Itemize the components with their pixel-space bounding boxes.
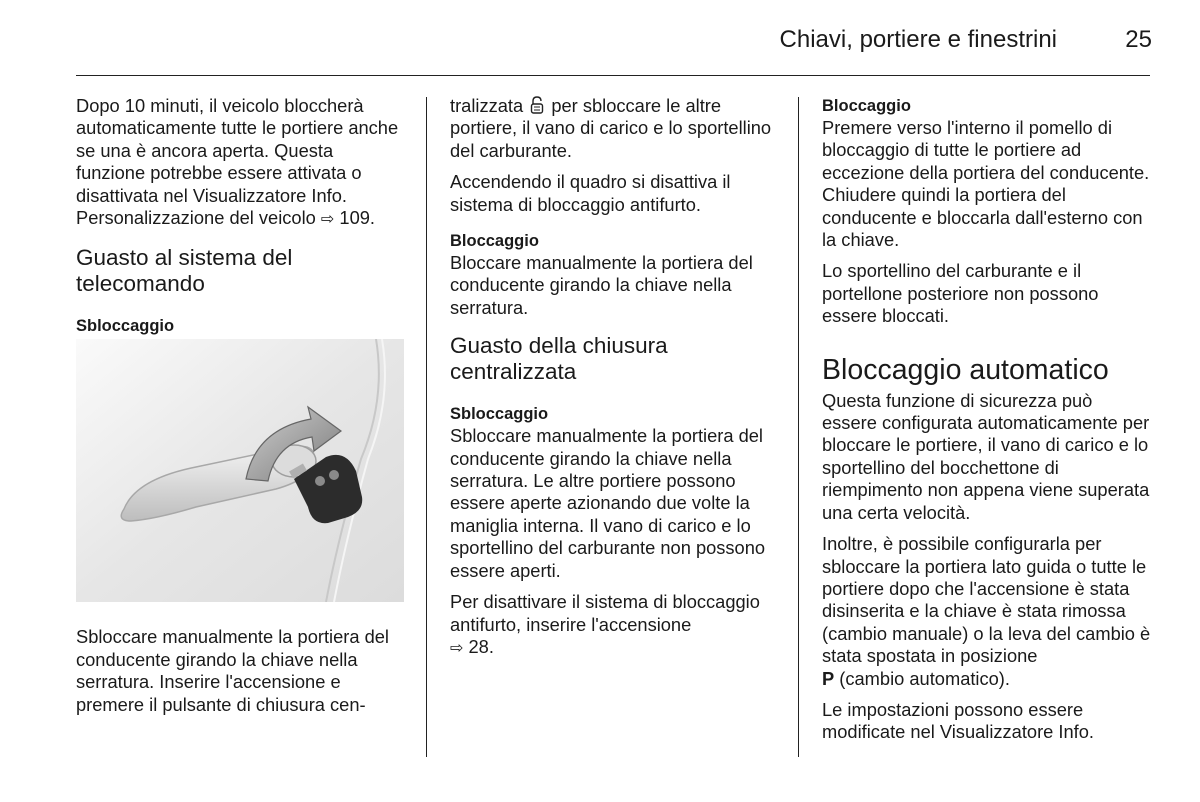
paragraph-text: (cambio automatico). xyxy=(834,667,1010,689)
paragraph-auto-lock-speed: Questa funzione di sicurezza può essere configurata automaticamente per bloccare le portiere, il vano di carico e lo sportellino del bocchettone di riempimento non appena viene superata una certa velocità. xyxy=(822,389,1150,523)
subheading-locking: Bloccaggio xyxy=(450,232,539,251)
paragraph-settings-info: Le impostazioni possono essere modificate nel Visualizzatore Info. xyxy=(822,698,1094,743)
paragraph-text: tralizzata xyxy=(450,95,524,116)
paragraph-text: Per disattivare il sistema di bloccaggio antifurto, inserire l'accensione xyxy=(450,591,760,635)
paragraph-fuel-tailgate: Lo sportellino del carburante e il portellone posteriore non possono essere bloccati. xyxy=(822,260,1099,327)
heading-auto-lock: Bloccaggio automatico xyxy=(822,353,1109,386)
subheading-locking-3: Bloccaggio xyxy=(822,97,911,115)
paragraph-ignition-deactivate: Accendendo il quadro si disattiva il sistema di bloccaggio antifurto. xyxy=(450,171,731,215)
paragraph-manual-unlock-2: Sbloccare manualmente la portiera del conducente girando la chiave nella serratura. Le altre portiere possono essere aperte azionando due volte la maniglia interna. Il vano di carico e lo sportellino del carburante non possono essere aperti. xyxy=(450,425,766,581)
heading-remote-fault: Guasto al sistema del telecomando xyxy=(76,245,293,297)
paragraph-auto-unlock xyxy=(822,533,1152,690)
column-divider-1 xyxy=(426,97,427,757)
heading-central-lock-fault: Guasto della chiusura centralizzata xyxy=(450,333,668,385)
central-lock-icon xyxy=(530,96,544,114)
header-rule xyxy=(76,75,1150,76)
paragraph-text: per sbloccare le altre portiere, il vano di carico e lo sportellino del carburante. xyxy=(450,95,772,161)
paragraph-text: Dopo 10 minuti, il veicolo bloccherà automaticamente tutte le portiere anche se una è ancora aperta. Questa funzione potrebbe essere attivata o disattivata nel Visualizzatore Info. Personalizzazione del veicolo xyxy=(76,95,399,229)
arrow-ref-icon: ⇨ xyxy=(320,211,335,229)
subheading-unlocking: Sbloccaggio xyxy=(76,317,175,336)
paragraph-auto-lock-timer xyxy=(76,95,406,231)
column-2 xyxy=(450,95,780,669)
paragraph-lock-knobs: Premere verso l'interno il pomello di bloccaggio di tutte le portiere ad eccezione della portiera del conducente. Chiudere quindi la portiera del conducente e bloccarla dall'esterno con la chiave. xyxy=(822,117,1150,251)
arrow-ref-icon: ⇨ xyxy=(450,639,464,657)
paragraph-disable-antitheft xyxy=(450,591,780,660)
subheading-unlocking-2: Sbloccaggio xyxy=(450,405,549,424)
column-3 xyxy=(822,95,1152,753)
column-1 xyxy=(76,95,406,725)
paragraph-central-lock-unlock xyxy=(450,95,780,162)
page-reference: 109. xyxy=(334,207,375,229)
gear-position-p: P xyxy=(822,667,835,689)
header-title: Chiavi, portiere e finestrini xyxy=(779,26,1057,53)
paragraph-text: Inoltre, è possibile configurarla per sbloccare la portiera lato guida o tutte le portiere dopo che l'accensione è stata disinserita e la chiave è stata rimossa (cambio manuale) o la leva del cambio è stata spostata in posizione xyxy=(822,533,1151,667)
paragraph-manual-lock: Bloccare manualmente la portiera del conducente girando la chiave nella serratura. xyxy=(450,252,753,318)
door-handle-key-illustration xyxy=(76,339,404,602)
page-number: 25 xyxy=(1125,26,1152,53)
column-divider-2 xyxy=(798,97,799,757)
page-reference: 28. xyxy=(463,635,494,657)
paragraph-manual-unlock: Sbloccare manualmente la portiera del conducente girando la chiave nella serratura. Inserire l'accensione e premere il pulsante di chiusura cen- xyxy=(76,626,389,715)
